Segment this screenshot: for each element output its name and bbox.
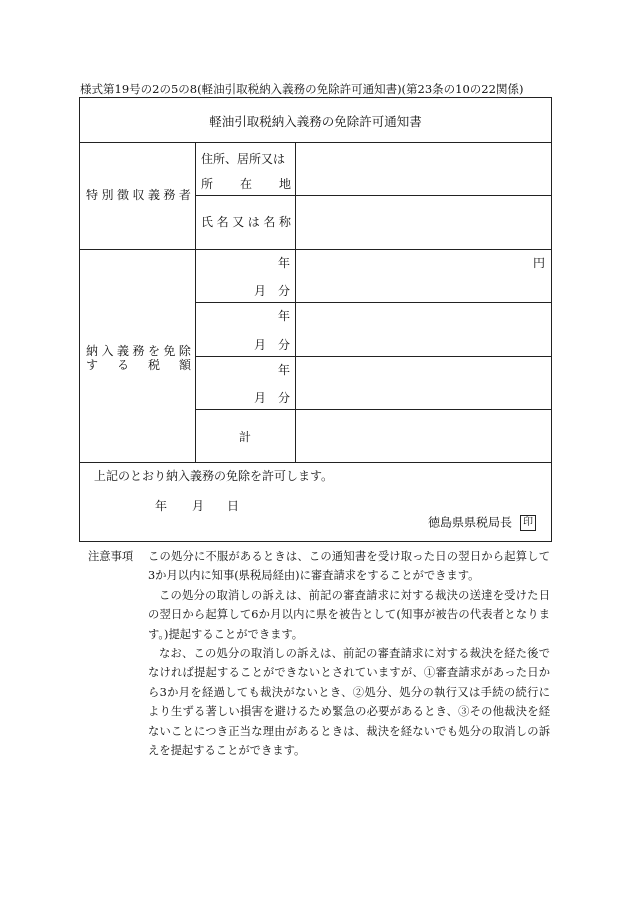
location-label xyxy=(201,177,291,191)
exempt-label-char: す xyxy=(86,358,99,372)
address-label: 住所、居所又は xyxy=(201,152,286,166)
exempt-label-line1 xyxy=(86,344,191,358)
period-3-year: 年 xyxy=(278,363,291,377)
taxpayer-label-char: 別 xyxy=(101,188,114,202)
exempt-label-line2 xyxy=(86,358,191,372)
exempt-label-char: 除 xyxy=(178,344,191,358)
taxpayer-label-char: 収 xyxy=(132,188,145,202)
location-label-char: 在 xyxy=(239,177,252,191)
exempt-label-char: る xyxy=(116,358,129,372)
taxpayer-label-char: 義 xyxy=(147,188,160,202)
name-label-char: 名 xyxy=(263,215,276,229)
name-label-char: 又 xyxy=(232,215,245,229)
rule-title xyxy=(80,142,551,143)
exempt-label-char: 入 xyxy=(101,344,114,358)
rule-period-1 xyxy=(195,302,551,303)
note-paragraph-3: なお、この処分の取消しの訴えは、前記の審査請求に対する裁決を経た後でなければ提起することができないとされていますが、①審査請求があった日から3か月を経過しても裁決がないとき、②処分、処分の執行又は手続の続行により生ずる著しい損害を避けるため緊急の必要があるとき、③その他裁決を経ないことにつき正当な理由があるときは、裁決を経ないでも処分の取消しの訴えを提起することができます。 xyxy=(148,647,550,758)
name-label xyxy=(201,215,291,229)
rule-col-1 xyxy=(195,142,196,462)
period-2-month: 月 分 xyxy=(254,338,291,352)
official-seal: 印 xyxy=(520,515,536,531)
rule-address xyxy=(195,195,551,196)
rule-period-3 xyxy=(195,409,551,410)
date-month: 月 xyxy=(192,499,205,513)
form-title: 軽油引取税納入義務の免除許可通知書 xyxy=(209,114,422,129)
exempt-label-char: 義 xyxy=(116,344,129,358)
notes-section xyxy=(88,547,550,760)
rule-period-2 xyxy=(195,356,551,357)
form-header: 様式第19号の2の5の8(軽油引取税納入義務の免除許可通知書)(第23条の10の22関係) xyxy=(80,82,524,96)
permission-statement: 上記のとおり納入義務の免除を許可します。 xyxy=(94,469,334,483)
date-year: 年 xyxy=(155,499,168,513)
taxpayer-label-char: 徴 xyxy=(116,188,129,202)
issuer-name: 徳島県県税局長 xyxy=(428,515,513,530)
period-3-month: 月 分 xyxy=(254,391,291,405)
name-label-char: は xyxy=(247,215,260,229)
period-2-year: 年 xyxy=(278,309,291,323)
taxpayer-label-char: 者 xyxy=(178,188,191,202)
exempt-label-char: 免 xyxy=(163,344,176,358)
exempt-label-char: 税 xyxy=(147,358,160,372)
location-label-char: 地 xyxy=(278,177,291,191)
name-label-char: 名 xyxy=(216,215,229,229)
exempt-label-char: 額 xyxy=(178,358,191,372)
taxpayer-label xyxy=(86,188,191,202)
date-day: 日 xyxy=(227,499,240,513)
exempt-label-char: を xyxy=(147,344,160,358)
name-label-char: 氏 xyxy=(201,215,214,229)
notice-form xyxy=(79,97,552,542)
note-paragraph-2: この処分の取消しの訴えは、前記の審査請求に対する裁決の送達を受けた日の翌日から起算して6か月以内に県を被告として(知事が被告の代表者となります。)提起することができます。 xyxy=(148,588,550,641)
issuer-line xyxy=(428,515,536,531)
rule-col-2 xyxy=(295,142,296,462)
rule-total xyxy=(80,462,551,463)
total-label: 計 xyxy=(239,430,252,444)
name-label-char: 称 xyxy=(278,215,291,229)
yen-unit: 円 xyxy=(533,256,546,270)
location-label-char: 所 xyxy=(201,177,214,191)
period-1-month: 月 分 xyxy=(254,284,291,298)
exempt-label-char: 務 xyxy=(132,344,145,358)
taxpayer-label-char: 特 xyxy=(86,188,99,202)
exempt-label-char: 納 xyxy=(86,344,99,358)
note-paragraph-1: この処分に不服があるときは、この通知書を受け取った日の翌日から起算して3か月以内に知事(県税局経由)に審査請求をすることができます。 xyxy=(148,550,550,583)
notes-label: 注意事項 xyxy=(88,550,134,563)
period-1-year: 年 xyxy=(278,256,291,270)
taxpayer-label-char: 務 xyxy=(163,188,176,202)
rule-taxpayer xyxy=(80,249,551,250)
